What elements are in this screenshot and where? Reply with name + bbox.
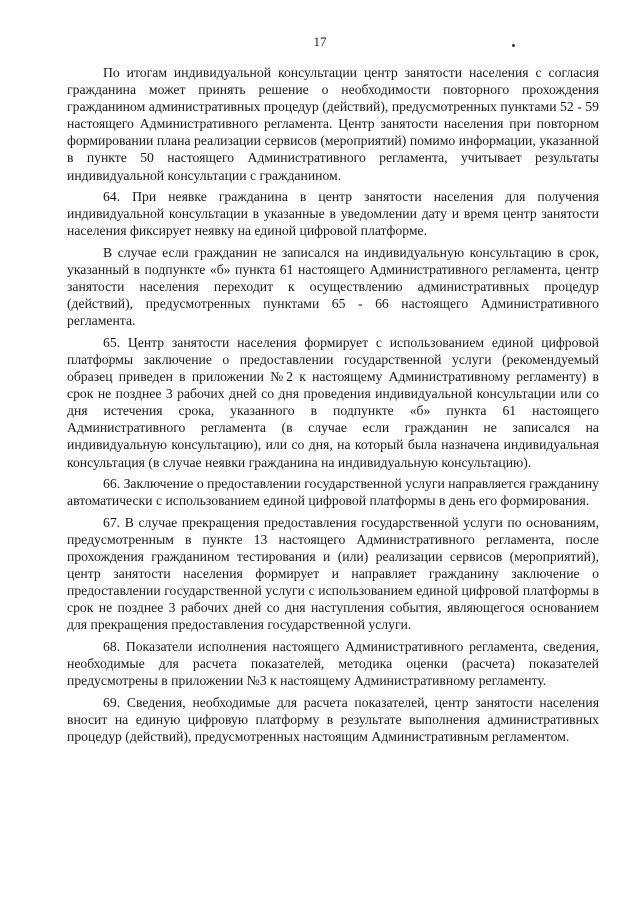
document-body xyxy=(67,64,599,745)
paragraph-intro: По итогам индивидуальной консультации центр занятости населения с согласия гражданина может принять решение о необходимости повторного прохождения гражданином административных процедур (действий), предусмотренных пунктами 52 - 59 настоящего Административного регламента. Центр занятости населения при повторном формировании плана реализации сервисов (мероприятий) помимо информации, указанной в пункте 50 настоящего Административного регламента, учитывает результаты индивидуальной консультации с гражданином. xyxy=(67,65,599,183)
paragraph-67: 67. В случае прекращения предоставления государственной услуги по основаниям, предусмотренным в пункте 13 настоящего Административного регламента, после прохождения гражданином тестирования и (или) реализации сервисов (мероприятий), центр занятости населения формирует и направляет гражданину заключение о предоставлении государственной услуги с использованием единой цифровой платформы в срок не позднее 3 рабочих дней со дня наступления события, являющегося основанием для прекращения предоставления государственной услуги. xyxy=(67,514,599,633)
paragraph-68: 68. Показатели исполнения настоящего Административного регламента, сведения, необходимые для расчета показателей, методика оценки (расчета) показателей предусмотрены в приложении №3 к настоящему Административному регламенту. xyxy=(67,639,599,689)
paragraph-65: 65. Центр занятости населения формирует с использованием единой цифровой платформы заключение о предоставлении государственной услуги (рекомендуемый образец приведен в приложении №2 к настоящему Административному регламенту) в срок не позднее 3 рабочих дней со дня проведения индивидуальной консультации или со дня истечения срока, указанного в подпункте «б» пункта 61 настоящего Административного регламента (в случае если гражданин не записался на индивидуальную консультацию), или со дня, на который была назначена индивидуальная консультация (в случае неявки гражданина на индивидуальную консультацию). xyxy=(67,334,599,470)
paragraph-64: 64. При неявке гражданина в центр занятости населения для получения индивидуальной консультации в указанные в уведомлении дату и время центр занятости населения фиксирует неявку на единой цифровой платформе. xyxy=(67,189,599,239)
paragraph-64-continued: В случае если гражданин не записался на индивидуальную консультацию в срок, указанный в подпункте «б» пункта 61 настоящего Административного регламента, центр занятости населения переходит к осуществлению административных процедур (действий), предусмотренных пунктами 65 - 66 настоящего Административного регламента. xyxy=(67,244,599,329)
page-number: 17 xyxy=(313,34,327,49)
paragraph-66: 66. Заключение о предоставлении государственной услуги направляется гражданину автоматически с использованием единой цифровой платформы в день его формирования. xyxy=(67,476,599,509)
scan-speck xyxy=(512,44,515,47)
paragraph-69: 69. Сведения, необходимые для расчета показателей, центр занятости населения вносит на единую цифровую платформу в результате выполнения административных процедур (действий), предусмотренных настоящим Административным регламентом. xyxy=(67,694,599,744)
